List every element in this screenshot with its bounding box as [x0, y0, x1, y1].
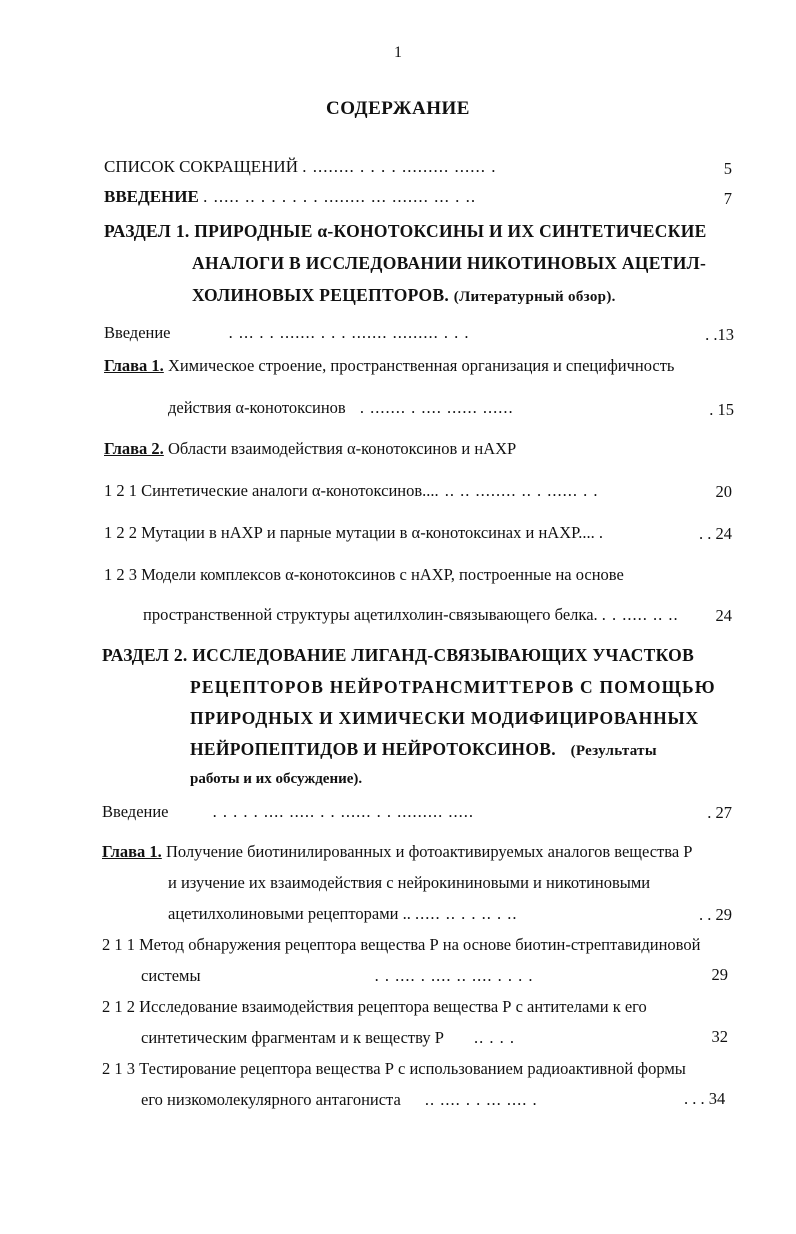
toc-entry-page: 5 [723, 159, 732, 178]
toc-s1-chapter2[interactable] [104, 439, 516, 459]
subsection-number: 2 1 1 [102, 935, 135, 954]
chapter-title-cont: ацетилхолиновыми рецепторами .. [168, 904, 411, 923]
toc-s2-sub211-line2[interactable] [141, 966, 534, 986]
section2-heading-line1: РАЗДЕЛ 2. ИССЛЕДОВАНИЕ ЛИГАНД-СВЯЗЫВАЮЩИХ УЧАСТКОВ [102, 645, 695, 665]
page-title: СОДЕРЖАНИЕ [326, 98, 470, 119]
chapter-prefix: Глава 1. [102, 842, 162, 861]
toc-entry-page: 32 [711, 1027, 728, 1046]
toc-entry-page: 20 [715, 482, 732, 501]
toc-entry-page: . 27 [707, 803, 732, 822]
section1-heading-line2: АНАЛОГИ В ИССЛЕДОВАНИИ НИКОТИНОВЫХ АЦЕТИЛ- [192, 253, 707, 273]
chapter-title: Химическое строение, пространственная организация и специфичность [167, 356, 675, 375]
subsection-number: 1 2 2 [104, 523, 137, 542]
chapter-prefix: Глава 2. [104, 439, 164, 458]
subsection-number: 1 2 1 [104, 481, 137, 500]
toc-s1-chapter1[interactable] [104, 356, 674, 376]
section1-heading-line3 [192, 285, 616, 306]
section2-heading-line2: РЕЦЕПТОРОВ НЕЙРОТРАНСМИТТЕРОВ С ПОМОЩЬЮ [190, 677, 716, 697]
toc-entry-page: . 15 [709, 400, 734, 419]
section2-heading-line3: ПРИРОДНЫХ И ХИМИЧЕСКИ МОДИФИЦИРОВАННЫХ [190, 708, 699, 728]
subsection-title: Тестирование рецептора вещества Р с использованием радиоактивной формы [139, 1059, 686, 1078]
toc-entry-abbreviations[interactable] [104, 157, 496, 177]
section1-heading-line1: РАЗДЕЛ 1. ПРИРОДНЫЕ α-КОНОТОКСИНЫ И ИХ СИНТЕТИЧЕСКИЕ [104, 221, 707, 241]
leader-dots: .. .... . . ... .... . [424, 1090, 538, 1109]
leader-dots: .. . . . [474, 1028, 516, 1047]
section1-heading-text: ХОЛИНОВЫХ РЕЦЕПТОРОВ. [192, 285, 450, 305]
toc-entry-label: ВВЕДЕНИЕ [104, 187, 199, 206]
chapter-title-cont: действия α-конотоксинов [168, 398, 346, 417]
toc-entry-page: 7 [723, 189, 732, 208]
subsection-number: 2 1 2 [102, 997, 135, 1016]
toc-entry-label: Введение [102, 802, 169, 821]
subsection-title-cont: системы [141, 966, 201, 985]
chapter-prefix: Глава 1. [104, 356, 164, 375]
toc-entry-page: 24 [715, 606, 732, 625]
toc-s2-sub212-line2[interactable] [141, 1028, 515, 1048]
leader-dots: . ..... .. . . . . . . ........ ... ....... ... . .. [203, 187, 477, 206]
subsection-title: Мутации в нАХР и парные мутации в α-конотоксинах и нАХР.... . [141, 523, 603, 542]
leader-dots: . .. .. ........ .. . ...... . . [434, 481, 599, 500]
toc-s1-sub121[interactable] [104, 481, 599, 501]
chapter-title: Получение биотинилированных и фотоактивируемых аналогов вещества Р [165, 842, 693, 861]
subsection-title: Исследование взаимодействия рецептора вещества Р с антителами к его [139, 997, 647, 1016]
toc-entry-label: СПИСОК СОКРАЩЕНИЙ [104, 157, 298, 176]
toc-entry-page: 29 [711, 965, 728, 984]
subsection-title-cont: пространственной структуры ацетилхолин-связывающего белка. [143, 605, 598, 624]
toc-s2-sub212[interactable] [102, 997, 647, 1017]
subsection-title-cont: синтетическим фрагментам и к веществу Р [141, 1028, 444, 1047]
toc-s2-sub213[interactable] [102, 1059, 686, 1079]
toc-s1-sub123[interactable] [104, 565, 624, 585]
leader-dots: . . . . . .... ..... . . ...... . . ......... ..... [212, 802, 475, 821]
section2-heading-text: НЕЙРОПЕПТИДОВ И НЕЙРОТОКСИНОВ. [190, 739, 556, 759]
toc-entry-page: . . . 34 [684, 1089, 726, 1108]
leader-dots: . . ..... .. .. [601, 605, 679, 624]
section1-heading-note: (Литературный обзор). [453, 289, 616, 305]
toc-s2-sub213-line2[interactable] [141, 1090, 538, 1110]
toc-entry-label: Введение [104, 323, 171, 342]
toc-entry-introduction[interactable] [104, 187, 476, 207]
leader-dots: . ... . . ....... . . . ....... ......... . . . [228, 323, 470, 342]
section2-heading-note: (Результаты [570, 743, 657, 759]
toc-entry-s1-intro[interactable] [104, 323, 470, 343]
page-number: 1 [394, 44, 402, 61]
subsection-title-cont: его низкомолекулярного антагониста [141, 1090, 401, 1109]
leader-dots: ..... .. . . .. . .. [414, 904, 518, 923]
toc-s2-chapter1-line3[interactable] [168, 904, 517, 924]
toc-entry-page: . . 24 [699, 524, 732, 543]
chapter-title: Области взаимодействия α-конотоксинов и нАХР [167, 439, 517, 458]
subsection-title: Модели комплексов α-конотоксинов с нАХР, построенные на основе [141, 565, 624, 584]
toc-s2-chapter1-line2[interactable]: и изучение их взаимодействия с нейрокининовыми и никотиновыми [168, 873, 651, 892]
subsection-number: 1 2 3 [104, 565, 137, 584]
toc-s2-sub211[interactable] [102, 935, 700, 955]
leader-dots: . ........ . . . . ......... ...... . [302, 157, 497, 176]
toc-s1-sub123-line2[interactable] [143, 605, 679, 625]
leader-dots: . ....... . .... ...... ...... [359, 398, 514, 417]
toc-s1-chapter1-line2[interactable] [168, 398, 514, 418]
subsection-title: Метод обнаружения рецептора вещества Р на основе биотин-стрептавидиновой [139, 935, 701, 954]
subsection-title: Синтетические аналоги α-конотоксинов... [141, 481, 435, 500]
toc-entry-page: . . 29 [699, 905, 732, 924]
toc-s2-chapter1[interactable] [102, 842, 692, 862]
toc-s1-sub122[interactable] [104, 523, 603, 543]
section2-heading-line4 [190, 739, 657, 760]
toc-entry-s2-intro[interactable] [102, 802, 474, 822]
toc-entry-page: . .13 [705, 325, 734, 344]
section2-heading-line5: работы и их обсуждение). [190, 771, 363, 787]
leader-dots: . . .... . .... .. .... . . . . [374, 966, 534, 985]
subsection-number: 2 1 3 [102, 1059, 135, 1078]
